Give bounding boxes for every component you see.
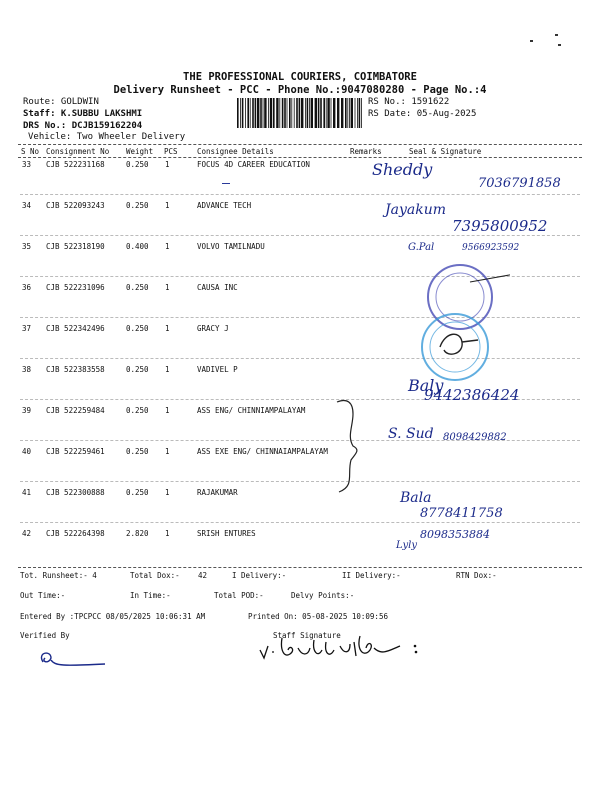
total-dox-value: 42 xyxy=(198,571,208,580)
row-separator xyxy=(20,481,580,482)
row-sno: 40 xyxy=(22,447,32,456)
row-sno: 41 xyxy=(22,488,32,497)
signature-scrawl: Baly xyxy=(408,376,444,395)
row-pcs: 1 xyxy=(165,283,170,292)
route-label: Route: GOLDWIN xyxy=(23,97,99,107)
total-dox-label: Total Dox:- xyxy=(130,571,180,580)
row-weight: 0.250 xyxy=(126,365,149,374)
col-header-seal: Seal & Signature xyxy=(409,147,482,156)
row-sno: 42 xyxy=(22,529,32,538)
row-consignee: VADIVEL P xyxy=(197,365,238,374)
row-weight: 0.400 xyxy=(126,242,149,251)
col-header-consignment: Consignment No xyxy=(46,147,110,156)
col-header-remarks: Remarks xyxy=(350,147,382,156)
signature-scrawl: Jayakum xyxy=(385,202,446,218)
row-pcs: 1 xyxy=(165,201,170,210)
speck-mark xyxy=(530,40,533,42)
row-weight: 0.250 xyxy=(126,160,149,169)
row-pcs: 1 xyxy=(165,324,170,333)
entered-by: Entered By :TPCPCC 08/05/2025 10:06:31 AM xyxy=(20,612,206,621)
staff-signature xyxy=(250,620,450,670)
row-consignee: CAUSA INC xyxy=(197,283,238,292)
row-consignee: SRISH ENTURES xyxy=(197,529,256,538)
bracket-mark xyxy=(335,396,365,496)
col-header-sno: S No xyxy=(21,147,40,156)
col-header-weight: Weight xyxy=(126,147,154,156)
row-pcs: 1 xyxy=(165,488,170,497)
row-consignment: CJB 522300888 xyxy=(46,488,105,497)
row-separator xyxy=(20,194,580,195)
row-sno: 39 xyxy=(22,406,32,415)
vehicle-label: Vehicle: Two Wheeler Delivery xyxy=(28,132,186,142)
row-consignee: VOLVO TAMILNADU xyxy=(197,242,265,251)
speck-mark xyxy=(555,34,558,36)
row-weight: 0.250 xyxy=(126,201,149,210)
handwritten-phone: 9566923592 xyxy=(462,243,520,253)
row-weight: 0.250 xyxy=(126,406,149,415)
rtn-dox: RTN Dox:- xyxy=(456,571,497,580)
row-pcs: 1 xyxy=(165,406,170,415)
row-separator xyxy=(20,235,580,236)
out-time: Out Time:- xyxy=(20,591,66,600)
row-pcs: 1 xyxy=(165,242,170,251)
rs-date-label: RS Date: 05-Aug-2025 xyxy=(368,109,477,119)
total-pod: Total POD:- xyxy=(214,591,264,600)
row-consignment: CJB 522318190 xyxy=(46,242,105,251)
signature-scrawl: G.Pal xyxy=(408,242,435,253)
row-sno: 35 xyxy=(22,242,32,251)
row-sno: 36 xyxy=(22,283,32,292)
row-sno: 34 xyxy=(22,201,32,210)
seal-stamp xyxy=(400,262,510,382)
signature-scrawl: Lyly xyxy=(396,540,417,551)
tot-runsheet: Tot. Runsheet:- 4 xyxy=(20,571,97,580)
row-weight: 0.250 xyxy=(126,324,149,333)
row-pcs: 1 xyxy=(165,529,170,538)
verified-by-label: Verified By xyxy=(20,631,70,640)
row-pcs: 1 xyxy=(165,447,170,456)
row-consignment: CJB 522231096 xyxy=(46,283,105,292)
handwritten-phone: 8778411758 xyxy=(420,506,503,521)
signature-scrawl: Bala xyxy=(400,490,432,506)
row-consignment: CJB 522264398 xyxy=(46,529,105,538)
handwritten-phone: 8098429882 xyxy=(443,432,507,443)
row-sno: 33 xyxy=(22,160,32,169)
staff-label: Staff: K.SUBBU LAKSHMI xyxy=(23,109,143,119)
row-weight: 0.250 xyxy=(126,447,149,456)
row-weight: 2.820 xyxy=(126,529,149,538)
row-consignee: GRACY J xyxy=(197,324,229,333)
col-header-pcs: PCS xyxy=(164,147,178,156)
row-pcs: 1 xyxy=(165,365,170,374)
row-consignee: ASS ENG/ CHINNIAMPALAYAM xyxy=(197,406,306,415)
row-sno: 38 xyxy=(22,365,32,374)
delvy-points: Delvy Points:- xyxy=(291,591,355,600)
signature-scrawl: S. Sud xyxy=(388,426,434,442)
table-top-rule xyxy=(18,144,582,145)
ii-delivery: II Delivery:- xyxy=(342,571,401,580)
printed-on: Printed On: 05-08-2025 10:09:56 xyxy=(248,612,388,621)
row-pcs: 1 xyxy=(165,160,170,169)
row-sno: 37 xyxy=(22,324,32,333)
verifier-signature xyxy=(35,648,110,670)
barcode xyxy=(237,98,362,128)
handwritten-phone: 9442386424 xyxy=(424,386,520,404)
handwritten-phone: 7036791858 xyxy=(478,176,561,191)
row-consignee: ADVANCE TECH xyxy=(197,201,252,210)
i-delivery: I Delivery:- xyxy=(232,571,287,580)
staff-signature-label: Staff Signature xyxy=(273,631,341,640)
table-header-rule xyxy=(18,157,582,158)
row-weight: 0.250 xyxy=(126,283,149,292)
handwritten-phone: 8098353884 xyxy=(420,528,490,541)
table-bottom-rule xyxy=(18,567,582,568)
col-header-consignee: Consignee Details xyxy=(197,147,274,156)
rs-no-label: RS No.: 1591622 xyxy=(368,97,450,107)
row-consignee: ASS EXE ENG/ CHINNAIAMPALAYAM xyxy=(197,447,328,456)
row-consignment: CJB 522259484 xyxy=(46,406,105,415)
speck-mark xyxy=(558,44,561,46)
row-consignment: CJB 522093243 xyxy=(46,201,105,210)
signature-scrawl: Sheddy xyxy=(372,160,433,179)
ink-dash xyxy=(222,183,230,184)
row-consignment: CJB 522259461 xyxy=(46,447,105,456)
handwritten-phone: 7395800952 xyxy=(452,217,548,235)
document-subtitle: Delivery Runsheet - PCC - Phone No.:9047080280 - Page No.:4 xyxy=(113,84,487,96)
in-time: In Time:- xyxy=(130,591,171,600)
row-consignee: FOCUS 4D CAREER EDUCATION xyxy=(197,160,310,169)
document-title: THE PROFESSIONAL COURIERS, COIMBATORE xyxy=(183,71,417,83)
row-consignment: CJB 522383558 xyxy=(46,365,105,374)
row-consignment: CJB 522231168 xyxy=(46,160,105,169)
drs-label: DRS No.: DCJB159162204 xyxy=(23,121,143,131)
row-consignment: CJB 522342496 xyxy=(46,324,105,333)
row-consignee: RAJAKUMAR xyxy=(197,488,238,497)
row-weight: 0.250 xyxy=(126,488,149,497)
row-separator xyxy=(20,522,580,523)
